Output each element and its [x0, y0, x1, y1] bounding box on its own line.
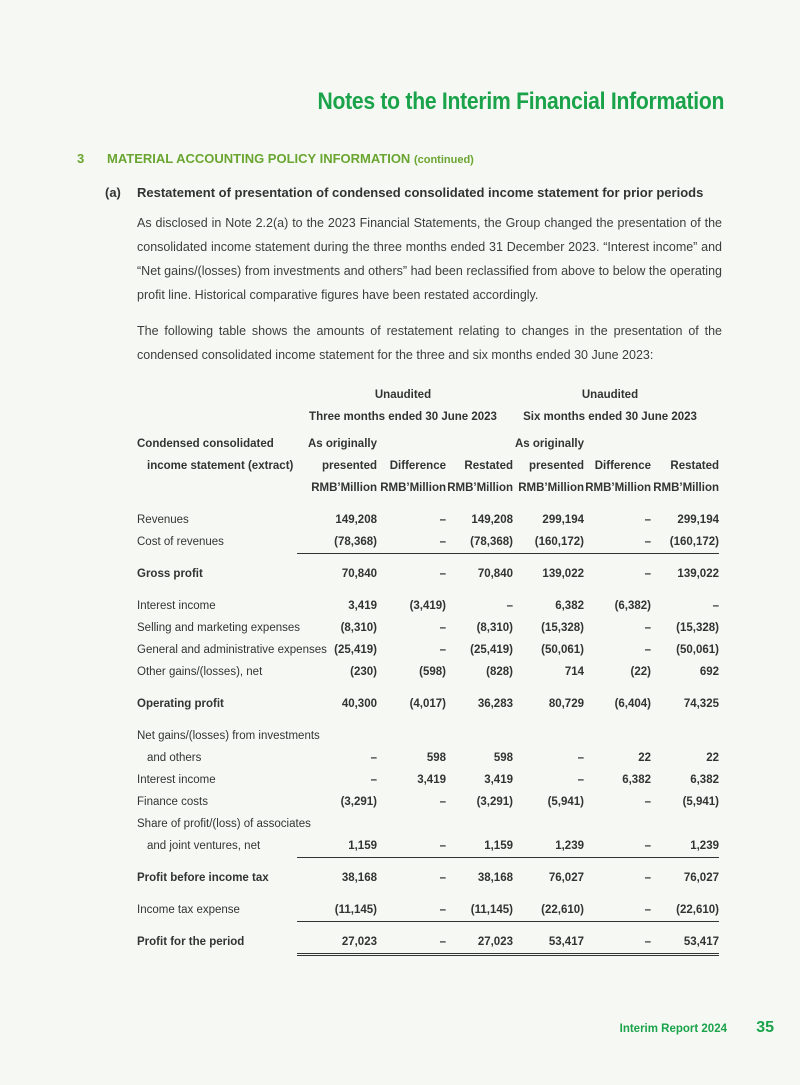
table-cell: (25,419) [334, 644, 377, 656]
table-row [137, 531, 723, 553]
page-title: Notes to the Interim Financial Information [317, 88, 724, 115]
table-cell: (4,017) [409, 698, 446, 710]
table-row [137, 617, 723, 639]
table-cell: – [506, 600, 513, 612]
table-cell: – [644, 796, 651, 808]
table-group-period-row [137, 406, 723, 428]
table-cell: (5,941) [547, 796, 584, 808]
table-cell: 38,168 [477, 872, 513, 884]
table-cell: 53,417 [639, 931, 719, 956]
table-header-row-1 [137, 433, 723, 455]
table-row [137, 899, 723, 921]
table-cell: – [577, 774, 584, 786]
paragraph-table-intro: The following table shows the amounts of restatement relating to changes in the presentation of the condensed consolidated income statement for the three and six months ended 30 June 2023: [137, 324, 722, 362]
table-header-row-2 [137, 455, 723, 477]
group-header-period-three-months: Three months ended 30 June 2023 [309, 411, 497, 423]
col-header-line1: As originally [307, 438, 377, 450]
row-label: and joint ventures, net [147, 840, 261, 852]
table-cell: – [571, 835, 651, 858]
table-cell: (78,368) [297, 531, 377, 554]
table-cell: 6,382 [555, 600, 584, 612]
table-row [137, 725, 723, 747]
table-body [137, 509, 723, 953]
table-cell: – [571, 899, 651, 922]
table-cell: (15,328) [676, 622, 719, 634]
table-cell: – [366, 899, 446, 922]
table-cell: (22) [630, 666, 651, 678]
table-cell: 598 [426, 752, 446, 764]
table-row [137, 747, 723, 769]
group-header-status-six-months: Unaudited [581, 389, 639, 401]
row-label: Interest income [137, 600, 216, 612]
table-cell: (8,310) [340, 622, 377, 634]
table-cell: 6,382 [622, 774, 651, 786]
table-row [137, 509, 723, 531]
col-header-unit: RMB’Million [585, 482, 651, 494]
row-label: Revenues [137, 514, 189, 526]
section-number: 3 [77, 151, 85, 166]
col-header-unit: RMB’Million [380, 482, 446, 494]
table-row [137, 661, 723, 683]
section-continued: (continued) [413, 154, 474, 166]
table-cell: – [366, 931, 446, 956]
table-cell: (6,382) [614, 600, 651, 612]
table-cell: (25,419) [470, 644, 513, 656]
col-header-line2: presented [322, 460, 377, 472]
col-header-line2: Restated [464, 460, 513, 472]
table-cell: 76,027 [683, 872, 719, 884]
table-cell: 76,027 [548, 872, 584, 884]
table-cell: (50,061) [541, 644, 584, 656]
table-cell: (3,291) [476, 796, 513, 808]
table-cell: – [644, 568, 651, 580]
restatement-table [137, 384, 723, 953]
table-group-status-row [137, 384, 723, 406]
table-cell: – [370, 774, 377, 786]
table-cell: 40,300 [341, 698, 377, 710]
table-cell: – [644, 622, 651, 634]
col-header-line2: Restated [670, 460, 719, 472]
table-cell: 139,022 [542, 568, 584, 580]
row-label: Operating profit [137, 698, 224, 710]
table-cell: (11,145) [433, 899, 513, 922]
table-cell: (598) [419, 666, 446, 678]
paragraph-restatement-disclosure: As disclosed in Note 2.2(a) to the 2023 Financial Statements, the Group changed the presentation of the consolidated income statement during the three months ended 31 December 2023. “Interest income” and “Net gains/(losses) from investments and others” had been reclassified from above to below the operating profit line. Historical comparative figures have been restated accordingly. [137, 216, 722, 302]
row-label: Selling and marketing expenses [137, 622, 301, 634]
table-cell: (22,610) [639, 899, 719, 922]
table-cell: (6,404) [614, 698, 651, 710]
table-cell: 1,239 [504, 835, 584, 858]
table-cell: 27,023 [433, 931, 513, 956]
table-cell: (11,145) [297, 899, 377, 922]
table-cell: 38,168 [341, 872, 377, 884]
table-cell: (230) [350, 666, 377, 678]
table-cell: 299,194 [677, 514, 719, 526]
table-cell: 714 [564, 666, 584, 678]
table-row [137, 769, 723, 791]
table-cell: (5,941) [682, 796, 719, 808]
table-cell: (160,172) [504, 531, 584, 554]
table-cell: 149,208 [335, 514, 377, 526]
table-cell: – [439, 644, 446, 656]
table-cell: 22 [638, 752, 651, 764]
table-cell: – [366, 531, 446, 554]
table-cell: 53,417 [504, 931, 584, 956]
table-cell: 70,840 [341, 568, 377, 580]
table-cell: 3,419 [417, 774, 446, 786]
table-cell: 692 [699, 666, 719, 678]
table-row [137, 835, 723, 857]
row-label: Net gains/(losses) from investments [137, 730, 320, 742]
col-header-line1: As originally [514, 438, 584, 450]
row-label: Share of profit/(loss) of associates [137, 818, 311, 830]
subsection-letter: (a) [105, 185, 121, 200]
row-label: and others [147, 752, 202, 764]
table-cell: 598 [493, 752, 513, 764]
table-cell: 70,840 [477, 568, 513, 580]
col-header-line2: Difference [594, 460, 651, 472]
table-header-units-row [137, 477, 723, 499]
table-row [137, 813, 723, 835]
subsection-heading [105, 185, 703, 200]
footer-report-name: Interim Report 2024 [619, 1023, 727, 1035]
table-cell: 1,159 [433, 835, 513, 858]
table-row [137, 791, 723, 813]
row-label: Other gains/(losses), net [137, 666, 263, 678]
table-cell: – [439, 872, 446, 884]
table-cell: (160,172) [639, 531, 719, 554]
table-cell: 80,729 [548, 698, 584, 710]
table-cell: 139,022 [677, 568, 719, 580]
table-cell: – [712, 600, 719, 612]
table-cell: 36,283 [477, 698, 513, 710]
row-header-line-1: Condensed consolidated [137, 438, 274, 450]
table-cell: – [439, 514, 446, 526]
table-row [137, 867, 723, 889]
row-label: Finance costs [137, 796, 208, 808]
table-cell: (22,610) [504, 899, 584, 922]
table-cell: (15,328) [541, 622, 584, 634]
col-header-unit: RMB’Million [311, 482, 377, 494]
table-cell: (50,061) [676, 644, 719, 656]
row-label: Interest income [137, 774, 216, 786]
row-label: Profit for the period [137, 936, 245, 948]
row-label: Gross profit [137, 568, 203, 580]
table-cell: (3,419) [409, 600, 446, 612]
table-cell: – [571, 931, 651, 956]
table-cell: 27,023 [297, 931, 377, 956]
table-cell: – [644, 514, 651, 526]
table-cell: 149,208 [471, 514, 513, 526]
table-cell: – [644, 872, 651, 884]
table-cell: (8,310) [476, 622, 513, 634]
table-cell: 299,194 [542, 514, 584, 526]
table-cell: 3,419 [348, 600, 377, 612]
footer-page-number: 35 [756, 1019, 774, 1036]
table-row [137, 931, 723, 953]
row-label: Income tax expense [137, 904, 240, 916]
row-label: General and administrative expenses [137, 644, 327, 656]
col-header-unit: RMB’Million [447, 482, 513, 494]
section-heading [77, 151, 474, 166]
row-header-line-2: income statement (extract) [147, 460, 294, 472]
table-cell: 22 [706, 752, 719, 764]
table-row [137, 563, 723, 585]
table-cell: (3,291) [340, 796, 377, 808]
table-cell: – [439, 622, 446, 634]
table-cell: – [439, 796, 446, 808]
col-header-line2: Difference [389, 460, 446, 472]
table-cell: 1,159 [297, 835, 377, 858]
table-row [137, 693, 723, 715]
table-cell: (78,368) [433, 531, 513, 554]
table-cell: 74,325 [683, 698, 719, 710]
group-header-status-three-months: Unaudited [374, 389, 432, 401]
table-cell: – [370, 752, 377, 764]
subsection-title: Restatement of presentation of condensed consolidated income statement for prior periods [137, 185, 704, 200]
table-cell: – [571, 531, 651, 554]
col-header-unit: RMB’Million [653, 482, 719, 494]
table-cell: – [366, 835, 446, 858]
row-label: Cost of revenues [137, 536, 224, 548]
col-header-line2: presented [529, 460, 584, 472]
table-cell: (828) [486, 666, 513, 678]
table-cell: – [439, 568, 446, 580]
table-cell: – [644, 644, 651, 656]
table-row [137, 639, 723, 661]
table-cell: 6,382 [690, 774, 719, 786]
section-title: MATERIAL ACCOUNTING POLICY INFORMATION [107, 151, 411, 166]
row-label: Profit before income tax [137, 872, 269, 884]
table-row [137, 595, 723, 617]
table-cell: 1,239 [639, 835, 719, 858]
table-cell: 3,419 [484, 774, 513, 786]
table-cell: – [577, 752, 584, 764]
col-header-unit: RMB’Million [518, 482, 584, 494]
group-header-period-six-months: Six months ended 30 June 2023 [523, 411, 697, 423]
